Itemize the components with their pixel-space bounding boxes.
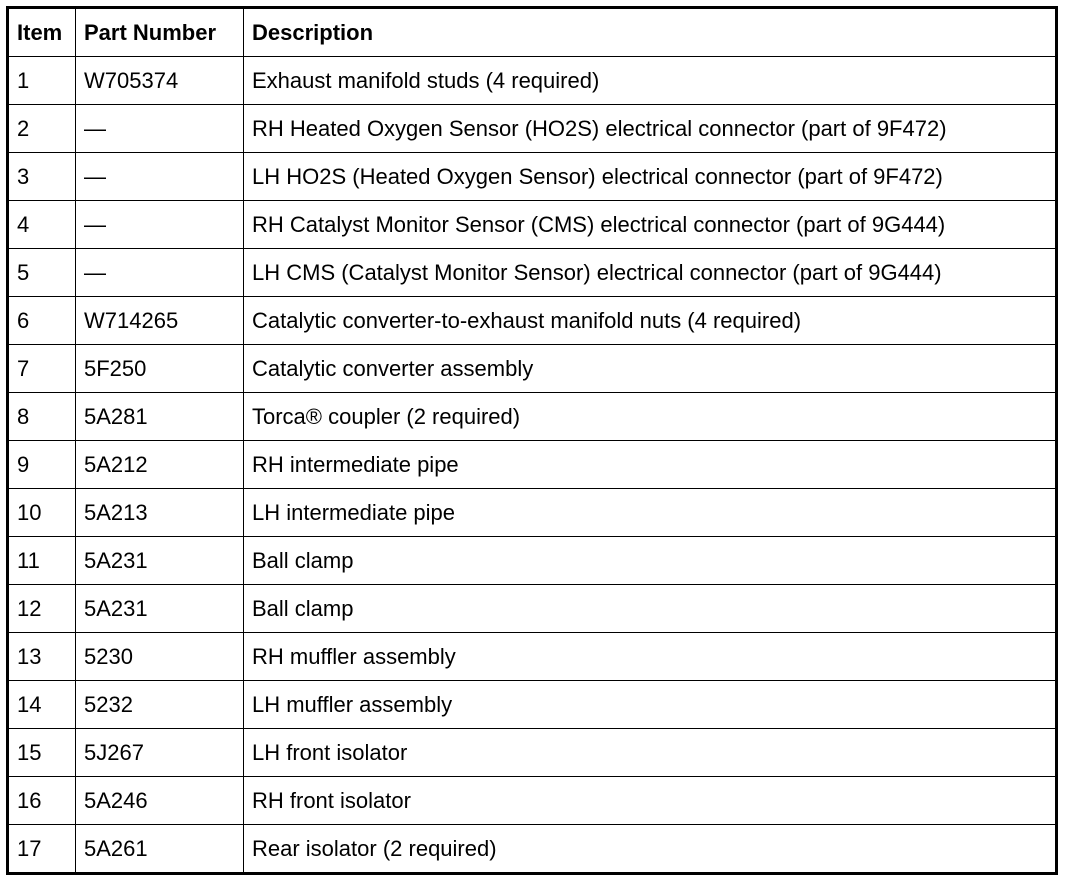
cell-item: 5 <box>8 249 76 297</box>
cell-description: LH front isolator <box>244 729 1057 777</box>
cell-part-number: 5A281 <box>76 393 244 441</box>
cell-part-number: 5232 <box>76 681 244 729</box>
cell-item: 8 <box>8 393 76 441</box>
table-row <box>8 57 1057 105</box>
cell-description: LH CMS (Catalyst Monitor Sensor) electrical connector (part of 9G444) <box>244 249 1057 297</box>
cell-item: 17 <box>8 825 76 874</box>
table-row <box>8 585 1057 633</box>
cell-description: Catalytic converter assembly <box>244 345 1057 393</box>
table-header-row <box>8 8 1057 57</box>
cell-item: 16 <box>8 777 76 825</box>
cell-description: RH muffler assembly <box>244 633 1057 681</box>
cell-description: Rear isolator (2 required) <box>244 825 1057 874</box>
cell-description: Ball clamp <box>244 585 1057 633</box>
cell-part-number: 5230 <box>76 633 244 681</box>
cell-part-number: — <box>76 153 244 201</box>
cell-part-number: 5A212 <box>76 441 244 489</box>
cell-part-number: W714265 <box>76 297 244 345</box>
column-header-description: Description <box>244 8 1057 57</box>
cell-part-number: 5F250 <box>76 345 244 393</box>
cell-item: 2 <box>8 105 76 153</box>
cell-part-number: W705374 <box>76 57 244 105</box>
cell-description: LH HO2S (Heated Oxygen Sensor) electrical connector (part of 9F472) <box>244 153 1057 201</box>
table-row <box>8 297 1057 345</box>
table-row <box>8 153 1057 201</box>
table-row <box>8 249 1057 297</box>
cell-description: RH intermediate pipe <box>244 441 1057 489</box>
cell-description: Ball clamp <box>244 537 1057 585</box>
cell-item: 10 <box>8 489 76 537</box>
cell-part-number: 5J267 <box>76 729 244 777</box>
cell-item: 3 <box>8 153 76 201</box>
cell-item: 9 <box>8 441 76 489</box>
table-row <box>8 825 1057 874</box>
cell-part-number: 5A261 <box>76 825 244 874</box>
cell-item: 6 <box>8 297 76 345</box>
table-row <box>8 489 1057 537</box>
cell-part-number: 5A213 <box>76 489 244 537</box>
cell-description: RH Heated Oxygen Sensor (HO2S) electrical connector (part of 9F472) <box>244 105 1057 153</box>
cell-description: LH muffler assembly <box>244 681 1057 729</box>
cell-description: RH Catalyst Monitor Sensor (CMS) electrical connector (part of 9G444) <box>244 201 1057 249</box>
table-row <box>8 633 1057 681</box>
cell-item: 4 <box>8 201 76 249</box>
cell-part-number: — <box>76 105 244 153</box>
cell-item: 14 <box>8 681 76 729</box>
cell-item: 12 <box>8 585 76 633</box>
cell-item: 13 <box>8 633 76 681</box>
cell-description: Exhaust manifold studs (4 required) <box>244 57 1057 105</box>
parts-table <box>6 6 1058 875</box>
cell-description: Torca® coupler (2 required) <box>244 393 1057 441</box>
column-header-item: Item <box>8 8 76 57</box>
table-row <box>8 681 1057 729</box>
cell-item: 11 <box>8 537 76 585</box>
table-body <box>8 57 1057 874</box>
table-row <box>8 393 1057 441</box>
cell-part-number: 5A246 <box>76 777 244 825</box>
table-row <box>8 441 1057 489</box>
table-row <box>8 105 1057 153</box>
cell-description: RH front isolator <box>244 777 1057 825</box>
cell-part-number: 5A231 <box>76 585 244 633</box>
cell-part-number: — <box>76 201 244 249</box>
cell-item: 1 <box>8 57 76 105</box>
table-row <box>8 345 1057 393</box>
cell-part-number: — <box>76 249 244 297</box>
cell-item: 15 <box>8 729 76 777</box>
cell-description: Catalytic converter-to-exhaust manifold nuts (4 required) <box>244 297 1057 345</box>
cell-description: LH intermediate pipe <box>244 489 1057 537</box>
cell-item: 7 <box>8 345 76 393</box>
cell-part-number: 5A231 <box>76 537 244 585</box>
column-header-part-number: Part Number <box>76 8 244 57</box>
table-row <box>8 201 1057 249</box>
table-row <box>8 729 1057 777</box>
table-row <box>8 777 1057 825</box>
table-row <box>8 537 1057 585</box>
